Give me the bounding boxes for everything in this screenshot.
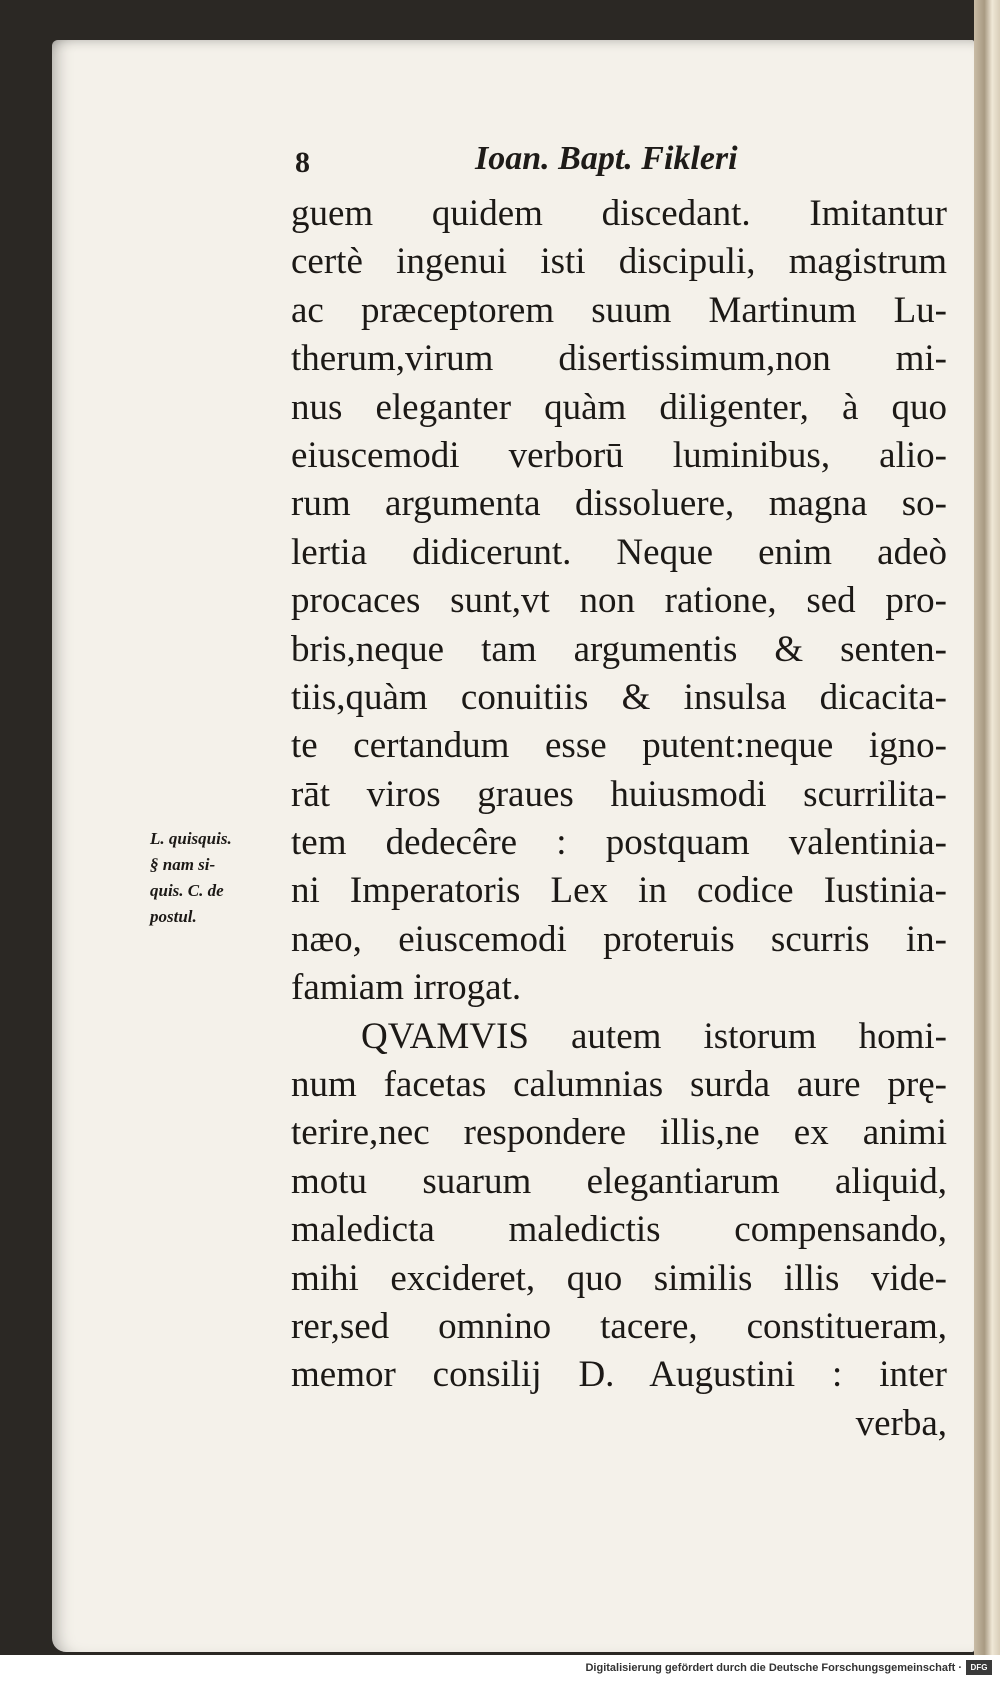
text-line: certè ingenui isti discipuli, magistrum xyxy=(291,241,947,283)
text-line: te certandum esse putent:neque igno- xyxy=(291,725,947,767)
text-line: num facetas calumnias surda aure prę- xyxy=(291,1064,947,1106)
text-line: terire,nec respondere illis,ne ex animi xyxy=(291,1112,947,1154)
text-line: bris,neque tam argumentis & senten- xyxy=(291,628,947,670)
running-head-title: Ioan. Bapt. Fikleri xyxy=(475,140,738,177)
text-line: procaces sunt,vt non ratione, sed pro- xyxy=(291,580,947,622)
body-text xyxy=(291,190,947,1448)
marginal-note-line: § nam si- xyxy=(150,855,216,874)
footer-bar xyxy=(0,1655,1000,1684)
funding-notice: Digitalisierung gefördert durch die Deutsche Forschungsgemeinschaft · xyxy=(585,1662,962,1674)
marginal-note-line: quis. C. de xyxy=(150,881,224,900)
page-number: 8 xyxy=(295,146,310,179)
text-line: eiuscemodi verborū luminibus, alio- xyxy=(291,434,947,476)
dfg-logo: DFG xyxy=(966,1660,992,1675)
text-line: rer,sed omnino tacere, constitueram, xyxy=(291,1305,947,1347)
text-line: tem dedecêre : postquam valentinia- xyxy=(291,822,947,864)
text-line: næo, eiuscemodi proteruis scurris in- xyxy=(291,918,947,960)
marginal-note-line: L. quisquis. xyxy=(150,829,232,848)
text-line: ni Imperatoris Lex in codice Iustinia- xyxy=(291,870,947,912)
text-line: motu suarum elegantiarum aliquid, xyxy=(291,1160,947,1202)
text-line: rāt viros graues huiusmodi scurrilita- xyxy=(291,773,947,815)
book-fore-edge xyxy=(974,0,1000,1655)
text-line: famiam irrogat. xyxy=(291,967,522,1009)
text-line: memor consilij D. Augustini : inter xyxy=(291,1354,947,1396)
text-line: maledicta maledictis compensando, xyxy=(291,1209,947,1251)
text-line: mihi excideret, quo similis illis vide- xyxy=(291,1257,947,1299)
text-line: lertia didicerunt. Neque enim adeò xyxy=(291,531,947,573)
catchword: verba, xyxy=(855,1402,947,1444)
text-line: tiis,quàm conuitiis & insulsa dicacita- xyxy=(291,676,947,718)
text-line: ac præceptorem suum Martinum Lu- xyxy=(291,289,947,331)
running-head xyxy=(295,140,755,186)
text-line-paragraph-start: QVAMVIS autem istorum homi- xyxy=(361,1015,947,1057)
text-line: guem quidem discedant. Imitantur xyxy=(291,193,947,234)
text-line: nus eleganter quàm diligenter, à quo xyxy=(291,386,947,428)
text-line: rum argumenta dissoluere, magna so- xyxy=(291,483,947,525)
text-line: therum,virum disertissimum,non mi- xyxy=(291,338,947,380)
marginal-note-line: postul. xyxy=(150,907,197,926)
marginal-note xyxy=(150,826,290,930)
